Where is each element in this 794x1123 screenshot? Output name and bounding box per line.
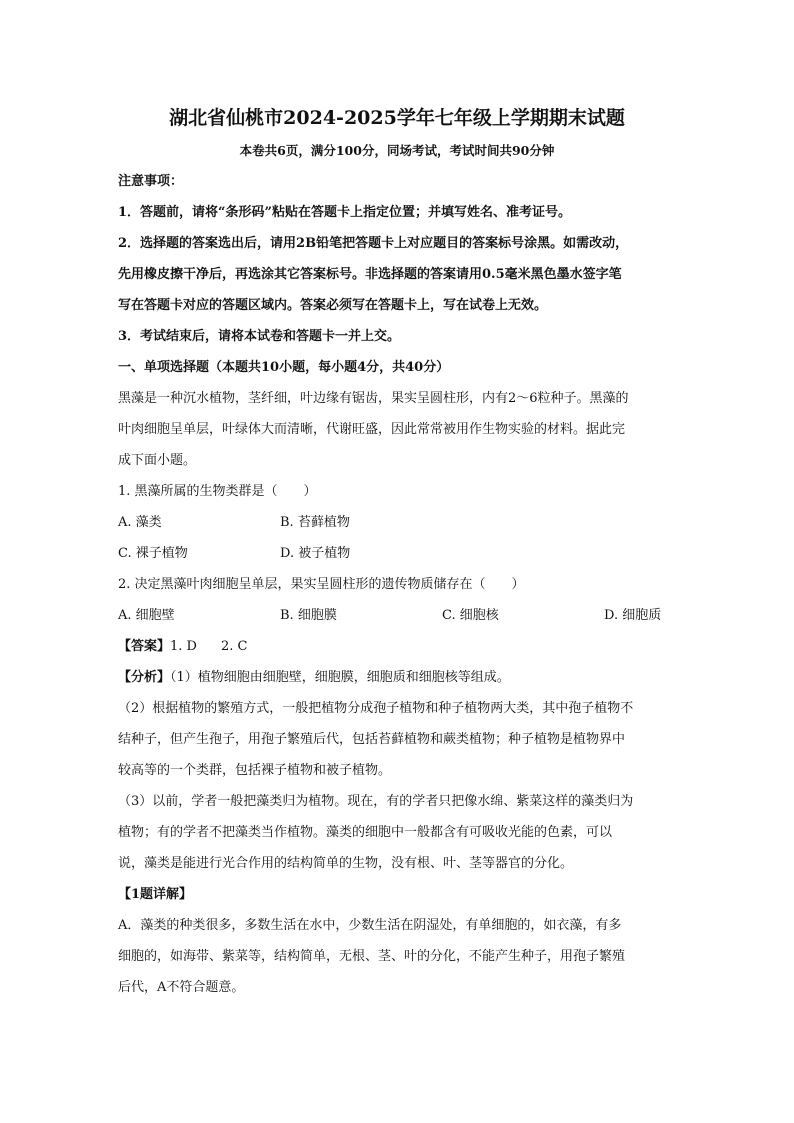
- question-1-option-a: A. 藻类: [118, 515, 162, 530]
- analysis-p1: [118, 662, 676, 693]
- question-2-options-row: [118, 600, 676, 631]
- analysis-p3-line-3: 说，藻类是能进行光合作用的结构简单的生物，没有根、叶、茎等器官的分化。: [118, 856, 574, 871]
- answer-1: 1. D: [170, 639, 197, 654]
- notice-item-2-line-2: 先用橡皮擦干净后，再选涂其它答案标号。非选择题的答案请用0.5毫米黑色墨水签字笔: [118, 267, 622, 282]
- question-1-stem: 1. 黑藻所属的生物类群是（ ）: [118, 484, 317, 499]
- intro-line-2: 叶肉细胞呈单层，叶绿体大而清晰，代谢旺盛，因此常常被用作生物实验的材料。据此完: [118, 422, 626, 437]
- question-1-option-c: C. 裸子植物: [118, 546, 188, 561]
- question-2-option-a: A. 细胞壁: [118, 608, 175, 623]
- analysis-p2-line-1: （2）根据植物的繁殖方式，一般把植物分成孢子植物和种子植物两大类，其中孢子植物不: [118, 701, 634, 716]
- notice-item-2-line-3: 写在答题卡对应的答题区域内。答案必须写在答题卡上，写在试卷上无效。: [118, 298, 548, 313]
- question-1-options-row-1: [118, 507, 676, 538]
- answer-line: [118, 631, 676, 662]
- analysis-p2-line-3: 较高等的一个类群，包括裸子植物和被子植物。: [118, 763, 392, 778]
- question-2-option-c: C. 细胞核: [442, 608, 499, 623]
- notice-item-3: 3．考试结束后，请将本试卷和答题卡一并上交。: [118, 329, 401, 344]
- question-1-option-d: D. 被子植物: [280, 546, 351, 561]
- intro-line-1: 黑藻是一种沉水植物，茎纤细，叶边缘有锯齿，果实呈圆柱形，内有2～6粒种子。黑藻的: [118, 391, 629, 406]
- analysis-section: [118, 662, 676, 879]
- question-2-option-d: D. 细胞质: [604, 608, 662, 623]
- answer-2: 2. C: [220, 639, 248, 654]
- analysis-p3-line-2: 植物；有的学者不把藻类当作植物。藻类的细胞中一般都含有可吸收光能的色素，可以: [118, 825, 613, 840]
- page-title: 湖北省仙桃市2024-2025学年七年级上学期期末试题: [169, 107, 625, 129]
- analysis-p1-text: （1）植物细胞由细胞壁，细胞膜，细胞质和细胞核等组成。: [170, 670, 510, 685]
- notice-section: [118, 166, 676, 352]
- answer-label: 【答案】: [118, 639, 171, 654]
- detail-section: [118, 879, 676, 1003]
- detail-line-1: A．藻类的种类很多，多数生活在水中，少数生活在阴湿处，有单细胞的，如衣藻，有多: [118, 918, 622, 933]
- analysis-label: 【分析】: [118, 670, 171, 685]
- notice-item-2-line-1: 2．选择题的答案选出后，请用2B铅笔把答题卡上对应题目的答案标号涂黑。如需改动，: [118, 236, 629, 251]
- notice-item-1: 1．答题前，请将“条形码”粘贴在答题卡上指定位置；并填写姓名、准考证号。: [118, 205, 572, 220]
- question-1-options-row-2: [118, 538, 676, 569]
- section-heading: 一、单项选择题（本题共10小题，每小题4分，共40分）: [118, 360, 450, 375]
- detail-label: 【1题详解】: [118, 887, 193, 902]
- question-2-option-b: B. 细胞膜: [280, 608, 337, 623]
- analysis-p3-line-1: （3）以前，学者一般把藻类归为植物。现在，有的学者只把像水绵、紫菜这样的藻类归为: [118, 794, 634, 809]
- detail-line-2: 细胞的，如海带、紫菜等，结构简单，无根、茎、叶的分化，不能产生种子，用孢子繁殖: [118, 949, 626, 964]
- question-1-option-b: B. 苔藓植物: [280, 515, 350, 530]
- question-2-stem: 2. 决定黑藻叶肉细胞呈单层，果实呈圆柱形的遗传物质储存在（ ）: [118, 577, 525, 592]
- notice-heading: 注意事项：: [118, 174, 184, 189]
- analysis-p2-line-2: 结种子，但产生孢子，用孢子繁殖后代，包括苔藓植物和蕨类植物；种子植物是植物界中: [118, 732, 626, 747]
- intro-line-3: 成下面小题。: [118, 453, 197, 468]
- exam-info: 本卷共6页，满分100分，同场考试，考试时间共90分钟: [239, 143, 555, 158]
- detail-line-3: 后代，A不符合题意。: [118, 980, 245, 995]
- section-single-choice: [118, 352, 676, 631]
